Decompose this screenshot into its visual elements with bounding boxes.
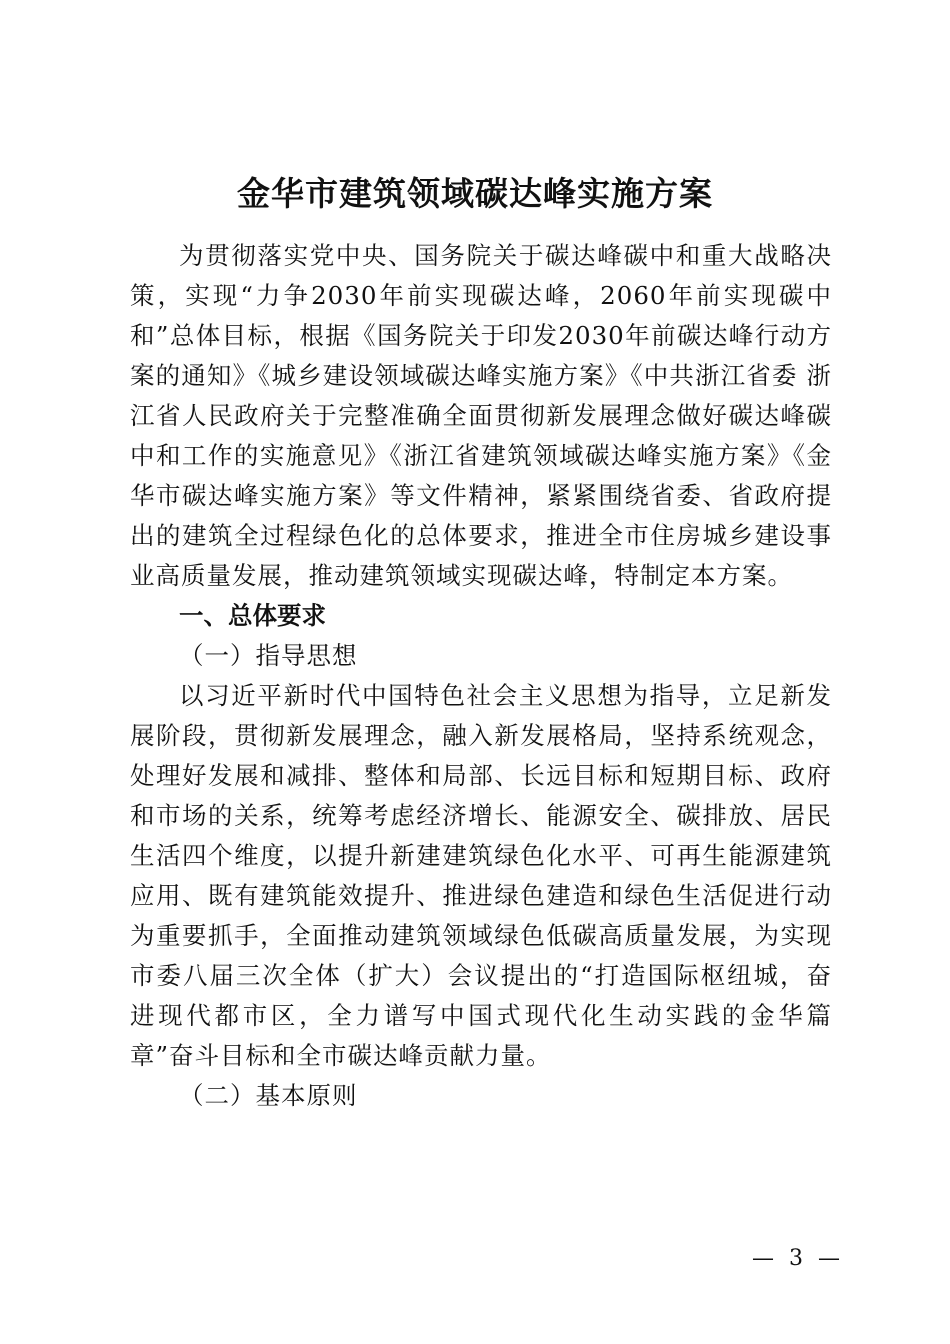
document-body (130, 236, 832, 1116)
subsection-heading-basic-principles: （二）基本原则 (179, 1081, 358, 1110)
guiding-ideology-paragraph: 以习近平新时代中国特色社会主义思想为指导，立足新发展阶段，贯彻新发展理念，融入新发展格局，坚持系统观念，处理好发展和减排、整体和局部、长远目标和短期目标、政府和市场的关系，统筹考虑经济增长、能源安全、碳排放、居民生活四个维度，以提升新建建筑绿色化水平、可再生能源建筑应用、既有建筑能效提升、推进绿色建造和绿色生活促进行动为重要抓手，全面推动建筑领域绿色低碳高质量发展，为实现市委八届三次全体（扩大）会议提出的“打造国际枢纽城，奋进现代都市区，全力谱写中国式现代化生动实践的金华篇章”奋斗目标和全市碳达峰贡献力量。 (130, 681, 832, 1070)
page-number: — 3 — (752, 1246, 844, 1271)
document-title: 金华市建筑领域碳达峰实施方案 (237, 174, 713, 213)
intro-paragraph: 为贯彻落实党中央、国务院关于碳达峰碳中和重大战略决策，实现“力争2030年前实现碳达峰，2060年前实现碳中和”总体目标，根据《国务院关于印发2030年前碳达峰行动方案的通知》《城乡建设领域碳达峰实施方案》《中共浙江省委 浙江省人民政府关于完整准确全面贯彻新发展理念做好碳达峰碳中和工作的实施意见》《浙江省建筑领域碳达峰实施方案》《金华市碳达峰实施方案》等文件精神，紧紧围绕省委、省政府提出的建筑全过程绿色化的总体要求，推进全市住房城乡建设事业高质量发展，推动建筑领域实现碳达峰，特制定本方案。 (130, 241, 832, 590)
section-heading-general-requirements: 一、总体要求 (179, 601, 326, 630)
subsection-heading-guiding-ideology: （一）指导思想 (179, 641, 358, 670)
